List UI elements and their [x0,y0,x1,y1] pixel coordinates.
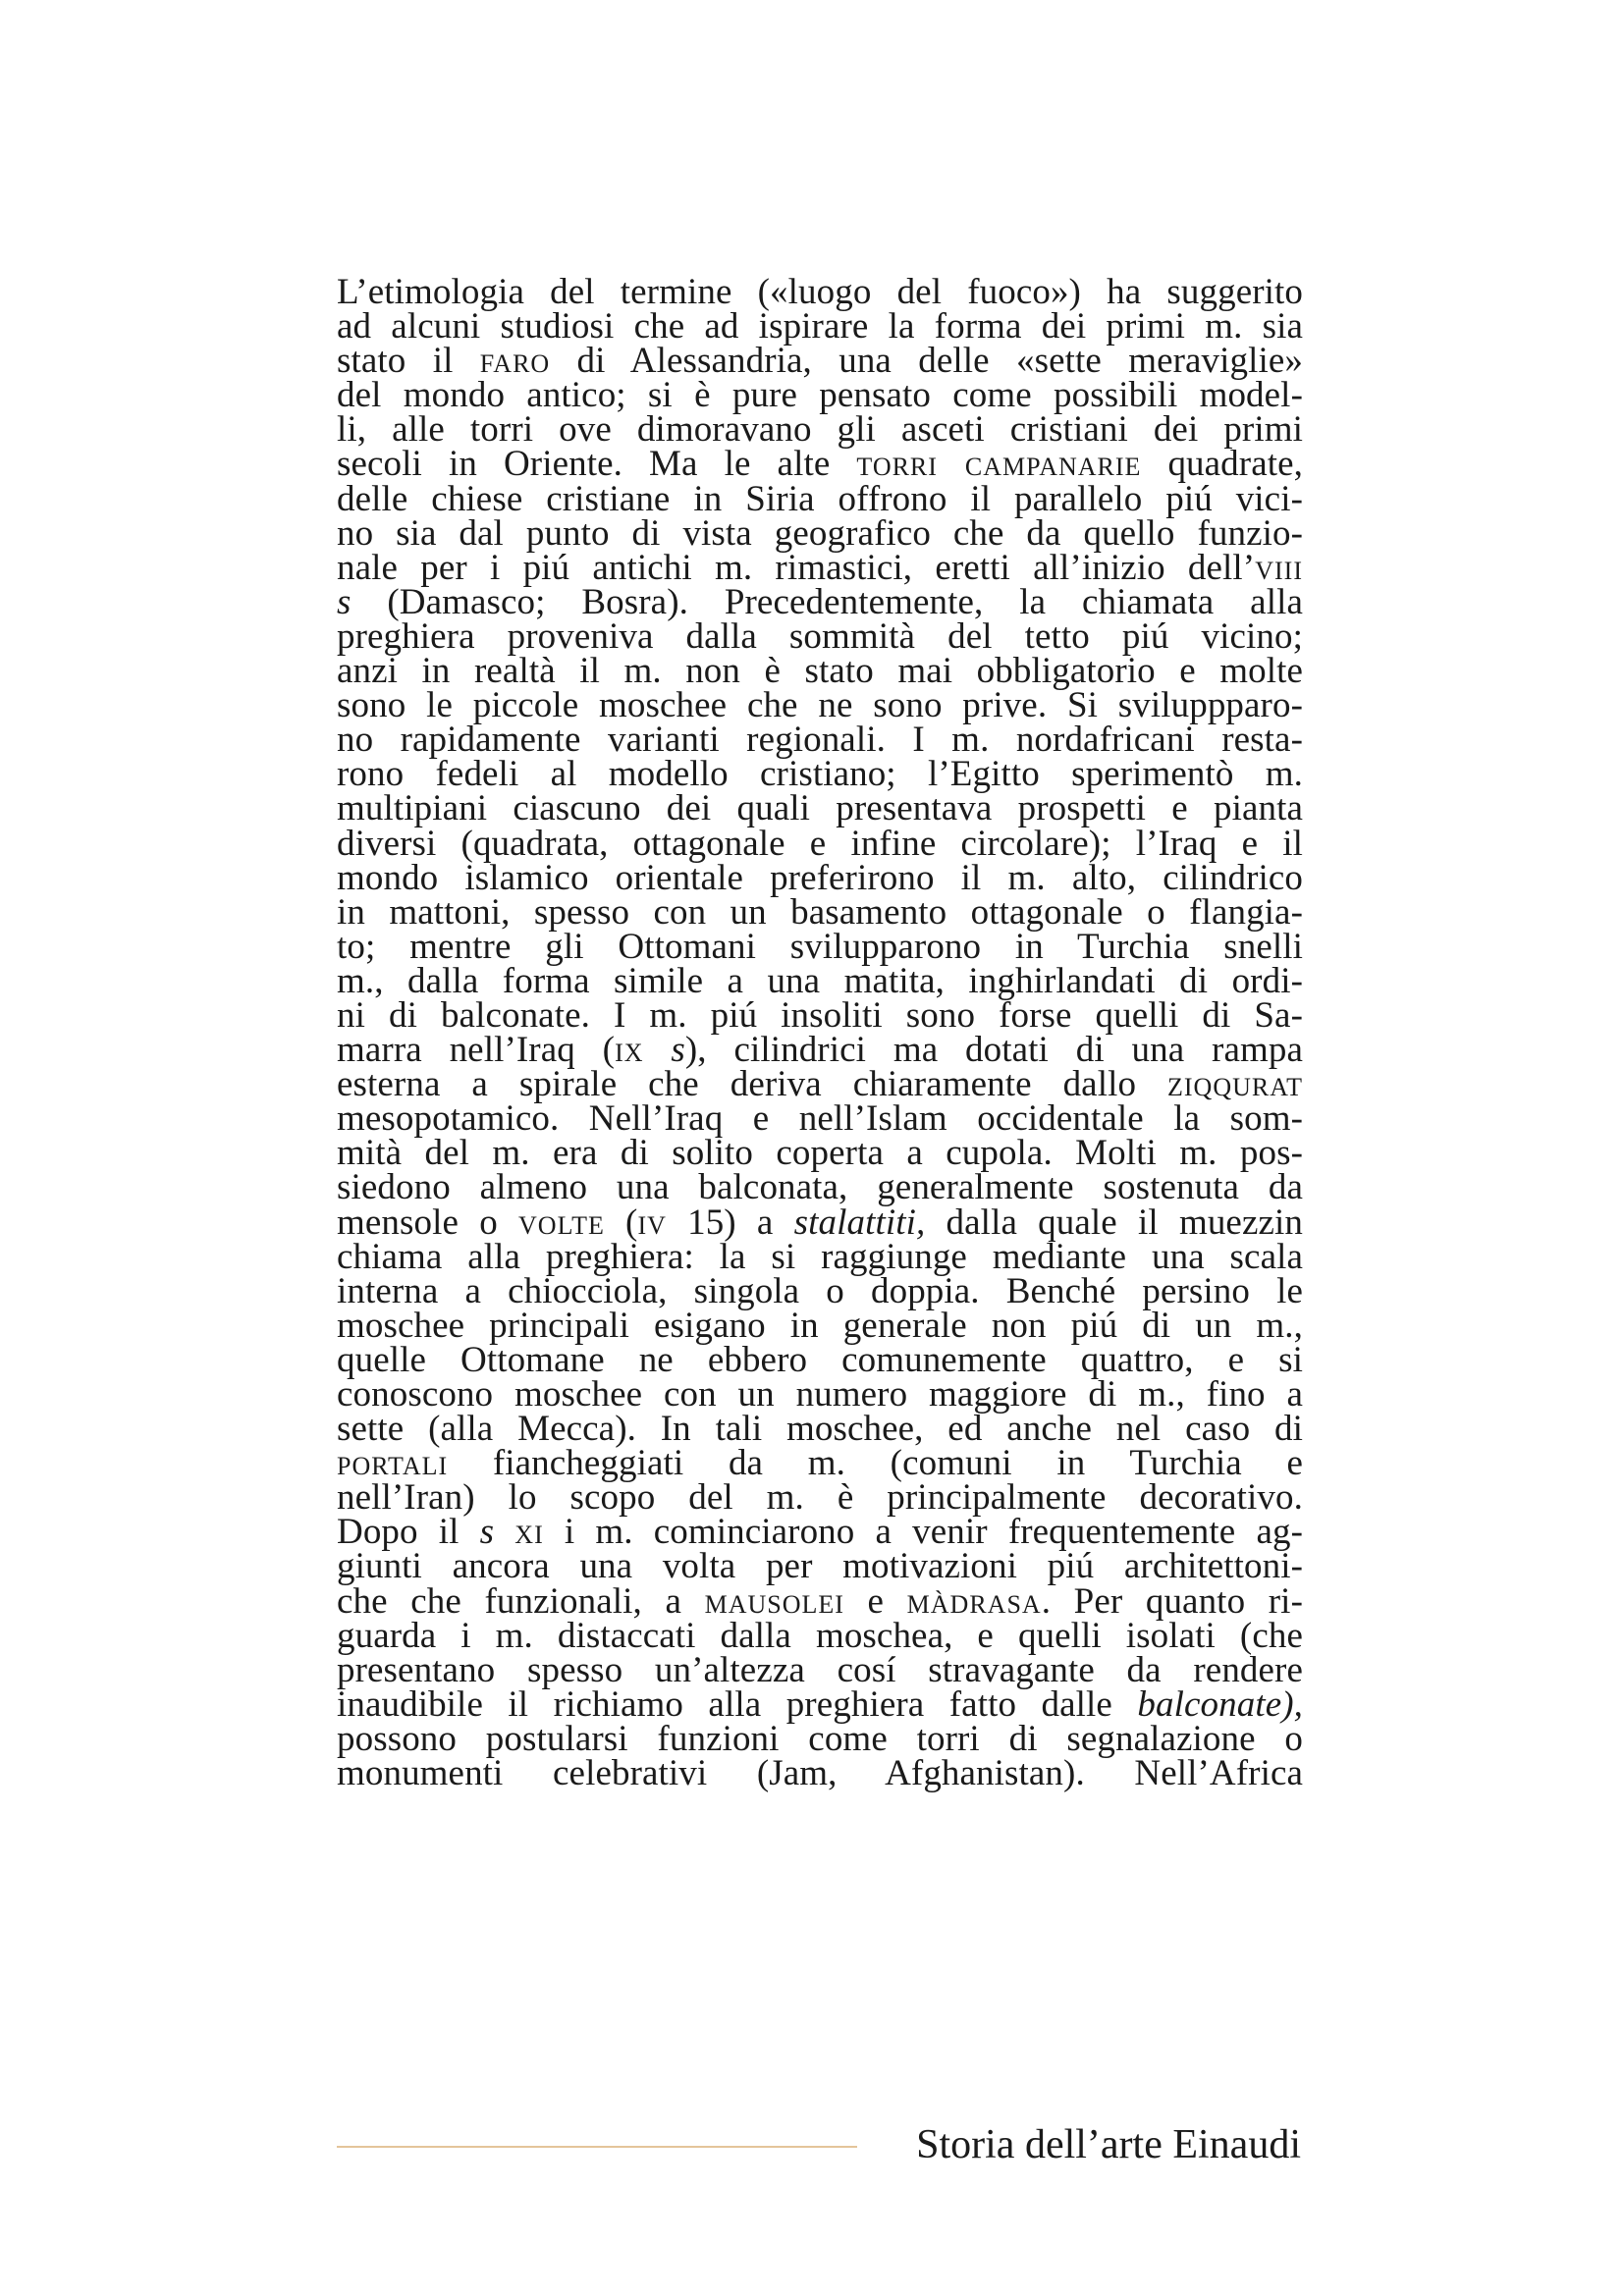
text-line [337,1546,1303,1587]
text-run: delle chiese cristiane in Siria offrono il parallelo piú vici- [337,478,1303,519]
text-line [337,1580,1303,1622]
footer-rule [337,2146,857,2148]
text-line [337,1718,1303,1759]
page-footer [337,2115,1303,2174]
text-run: fiancheggiati da m. (comuni in Turchia e [448,1443,1303,1484]
text-run: L’etimologia del termine («luogo del fuoco») ha suggerito [337,272,1303,312]
text-run: to; mentre gli Ottomani svilupparono in Turchia snelli [337,926,1303,967]
text-line [337,1477,1303,1519]
text-run: anzi in realtà il m. non è stato mai obbligatorio e molte [337,651,1303,692]
text-run: mondo islamico orientale preferirono il m. alto, cilindrico [337,857,1303,898]
text-line [337,857,1303,898]
text-line [337,375,1303,416]
text-run: mità del m. era di solito coperta a cupola. Molti m. pos- [337,1133,1303,1174]
text-line [337,1305,1303,1346]
text-line [337,1098,1303,1140]
text-line [337,1374,1303,1415]
text-run: chiama alla preghiera: la si raggiunge mediante una scala [337,1236,1303,1277]
text-run: Dopo il [337,1512,480,1553]
text-line [337,272,1303,312]
text-line [337,1133,1303,1174]
text-line [337,615,1303,657]
text-run: (Damasco; Bosra). Precedentemente, la chiamata alla [351,581,1303,622]
text-run: no sia dal punto di vista geografico che da quello funzio- [337,512,1303,554]
text-line [337,1409,1303,1450]
text-run: ni di balconate. I m. piú insoliti sono forse quelli di Sa- [337,994,1303,1036]
text-run: ), cilindrici ma dotati di una rampa [684,1030,1303,1071]
text-run: ( [604,1201,638,1243]
text-line [337,788,1303,829]
text-run: quadrate, [1141,444,1303,485]
small-caps-term: iv [637,1201,667,1243]
text-run: stato il [337,341,480,382]
body-text [337,272,1303,1794]
text-run: giunti ancora una volta per motivazioni piú architettoni- [337,1546,1303,1587]
text-line [337,960,1303,1001]
text-run: interna a chiocciola, singola o doppia. Benché persino le [337,1270,1303,1311]
text-run: moschee principali esigano in generale non piú di un m., [337,1305,1303,1346]
text-run: quelle Ottomane ne ebbero comunemente quattro, e si [337,1339,1303,1380]
text-line [337,1201,1303,1243]
text-line [337,512,1303,554]
text-line [337,1615,1303,1656]
small-caps-term: portali [337,1443,449,1484]
text-run: diversi (quadrata, ottagonale e infine circolare); l’Iraq e il [337,823,1303,864]
small-caps-term: volte [518,1201,605,1243]
text-line [337,891,1303,933]
text-run: che che funzionali, a [337,1580,705,1622]
text-run: preghiera proveniva dalla sommità del tetto piú vicino; [337,615,1303,657]
text-run: . Per quanto ri- [1041,1580,1303,1622]
text-run: guarda i m. distaccati dalla moschea, e quelli isolati (che [337,1615,1303,1656]
small-caps-term: faro [479,341,551,382]
text-run: mensole o [337,1201,519,1243]
text-run: siedono almeno una balconata, generalmente sostenuta da [337,1167,1303,1208]
text-line [337,720,1303,761]
footer-title: Storia dell’arte Einaudi [916,2122,1301,2167]
text-line [337,1443,1303,1484]
italic-text: s [337,581,352,622]
text-line [337,1683,1303,1725]
text-run: sono le piccole moschee che ne sono prive. Si sviluppparo- [337,685,1303,726]
text-line [337,651,1303,692]
text-run: inaudibile il richiamo alla preghiera fatto dalle [337,1683,1138,1725]
text-line [337,341,1303,382]
small-caps-term: màdrasa [906,1580,1042,1622]
text-line [337,1064,1303,1105]
text-line [337,1512,1303,1553]
small-caps-term: xi [514,1512,544,1553]
text-line [337,1236,1303,1277]
small-caps-term: ix [615,1030,644,1071]
text-run: e [843,1580,907,1622]
italic-text: s [479,1512,495,1553]
small-caps-term: viii [1255,547,1303,588]
text-run: del mondo antico; si è pure pensato come possibili model- [337,375,1303,416]
text-line [337,754,1303,795]
text-run: monumenti celebrativi (Jam, Afghanistan). Nell’Africa [337,1753,1303,1794]
text-run: multipiani ciascuno dei quali presentava prospetti e pianta [337,788,1303,829]
text-run: i m. cominciarono a venir frequentemente ag- [543,1512,1303,1553]
text-run: esterna a spirale che deriva chiaramente dallo [337,1064,1167,1105]
small-caps-term: mausolei [704,1580,844,1622]
text-run: mesopotamico. Nell’Iraq e nell’Islam occidentale la som- [337,1098,1303,1140]
text-line [337,926,1303,967]
text-run: presentano spesso un’altezza cosí stravagante da rendere [337,1649,1303,1690]
small-caps-term: torri campanarie [856,444,1142,485]
text-line [337,547,1303,588]
text-run: 15) a [666,1201,794,1243]
text-line [337,444,1303,485]
text-line [337,994,1303,1036]
text-run: dalla quale il muezzin [925,1201,1303,1243]
text-run: m., dalla forma simile a una matita, inghirlandati di ordi- [337,960,1303,1001]
text-line [337,581,1303,622]
text-line [337,1270,1303,1311]
text-line [337,1339,1303,1380]
italic-text: s [671,1030,685,1071]
text-run: nell’Iran) lo scopo del m. è principalmente decorativo. [337,1477,1303,1519]
text-line [337,1649,1303,1690]
text-run: in mattoni, spesso con un basamento ottagonale o flangia- [337,891,1303,933]
text-line [337,1030,1303,1071]
text-line [337,409,1303,451]
italic-text: balconate), [1137,1683,1303,1725]
text-line [337,685,1303,726]
text-run: nale per i piú antichi m. rimastici, eretti all’inizio dell’ [337,547,1256,588]
text-line [337,478,1303,519]
text-run: sette (alla Mecca). In tali moschee, ed anche nel caso di [337,1409,1303,1450]
text-line [337,1753,1303,1794]
text-run: li, alle torri ove dimoravano gli asceti cristiani dei primi [337,409,1303,451]
text-run: secoli in Oriente. Ma le alte [337,444,857,485]
text-line [337,1167,1303,1208]
text-run: possono postularsi funzioni come torri di segnalazione o [337,1718,1303,1759]
small-caps-term: ziqqurat [1167,1064,1303,1105]
text-run: conoscono moschee con un numero maggiore di m., fino a [337,1374,1303,1415]
text-run: no rapidamente varianti regionali. I m. nordafricani resta- [337,720,1303,761]
text-run: marra nell’Iraq ( [337,1030,616,1071]
text-run: di Alessandria, una delle «sette meraviglie» [550,341,1303,382]
italic-text: stalattiti, [793,1201,926,1243]
text-run: rono fedeli al modello cristiano; l’Egitto sperimentò m. [337,754,1303,795]
text-line [337,306,1303,347]
text-run: ad alcuni studiosi che ad ispirare la forma dei primi m. sia [337,306,1303,347]
text-line [337,823,1303,864]
